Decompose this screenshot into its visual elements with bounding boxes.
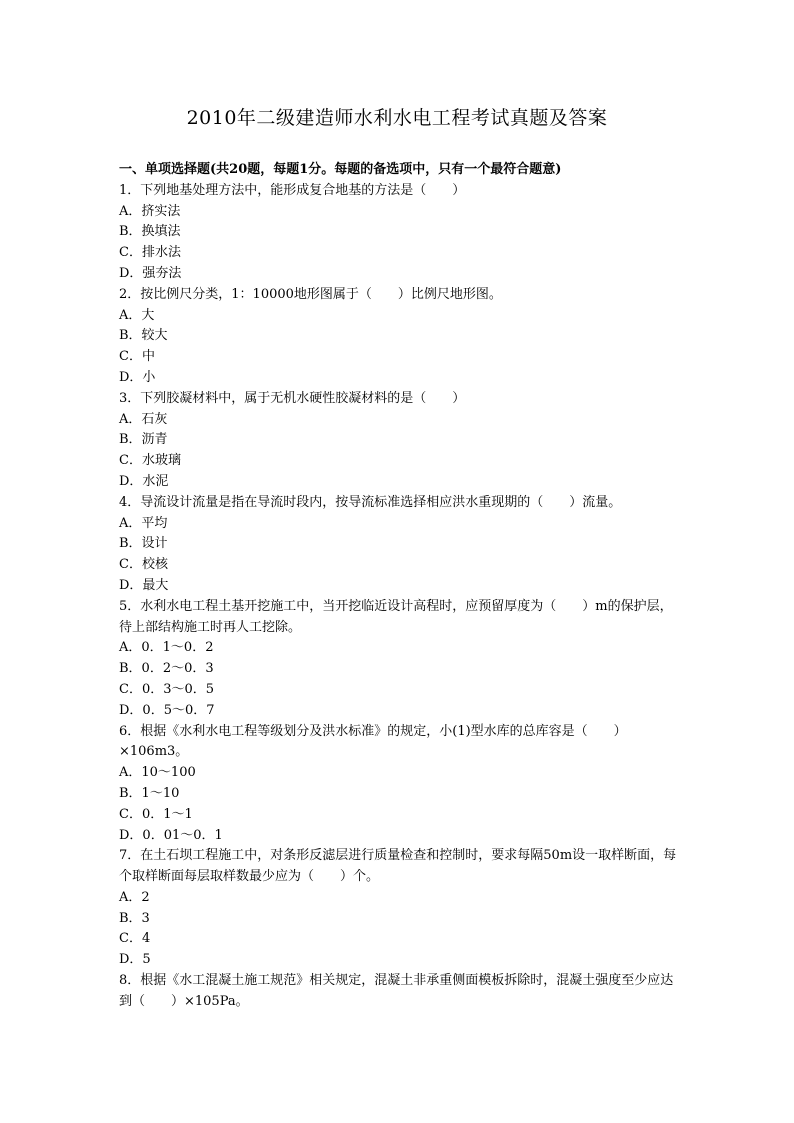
question-stem: 4．导流设计流量是指在导流时段内，按导流标准选择相应洪水重现期的（ ）流量。	[119, 494, 622, 510]
answer-option: C．中	[119, 349, 155, 365]
document-title: 2010年二级建造师水利水电工程考试真题及答案	[186, 107, 608, 129]
answer-option: D．小	[119, 369, 156, 385]
answer-option: C．0．3～0．5	[119, 681, 215, 697]
answer-option: A．平均	[119, 515, 168, 531]
question-stem: 7．在土石坝工程施工中，对条形反滤层进行质量检查和控制时，要求每隔50m设一取样断面，每个取样断面每层取样数最少应为（ ）个。	[119, 848, 677, 885]
answer-option: A．0．1～0．2	[119, 640, 214, 656]
answer-option: B．0．2～0．3	[119, 661, 214, 677]
question-stem: 1．下列地基处理方法中，能形成复合地基的方法是（ ）	[119, 182, 466, 198]
answer-option: B．3	[119, 910, 150, 926]
answer-option: C．水玻璃	[119, 453, 181, 469]
answer-option: A．石灰	[119, 411, 168, 427]
answer-option: B．1～10	[119, 785, 180, 801]
answer-option: D．0．5～0．7	[119, 702, 215, 718]
answer-option: B．换填法	[119, 224, 181, 240]
answer-option: D．水泥	[119, 473, 169, 489]
question-stem: 8．根据《水工混凝土施工规范》相关规定，混凝土非承重侧面模板拆除时，混凝土强度至少应达到（ ）×105Pa。	[119, 973, 674, 1009]
question-stem: 6．根据《水利水电工程等级划分及洪水标准》的规定，小(1)型水库的总库容是（ ）×106m3。	[119, 723, 627, 760]
section-heading: 一、单项选择题(共20题，每题1分。每题的备选项中，只有一个最符合题意)	[119, 162, 562, 177]
answer-option: D．最大	[119, 577, 169, 593]
answer-option: C．排水法	[119, 245, 181, 261]
answer-option: A．10～100	[119, 765, 196, 781]
question-stem: 5．水利水电工程土基开挖施工中，当开挖临近设计高程时，应预留厚度为（ ）m的保护层，待上部结构施工时再人工挖除。	[119, 598, 673, 635]
answer-option: C．0．1～1	[119, 806, 193, 822]
answer-option: A．2	[119, 889, 150, 905]
question-stem: 2．按比例尺分类，1：10000地形图属于（ ）比例尺地形图。	[119, 286, 502, 302]
answer-option: D．5	[119, 952, 151, 968]
answer-option: D．强夯法	[119, 265, 182, 281]
answer-option: A．大	[119, 307, 155, 323]
answer-option: B．较大	[119, 328, 168, 344]
answer-option: B．设计	[119, 536, 168, 552]
answer-option: A．挤实法	[119, 203, 181, 219]
answer-option: C．校核	[119, 557, 168, 573]
question-stem: 3．下列胶凝材料中，属于无机水硬性胶凝材料的是（ ）	[119, 390, 466, 406]
answer-option: D．0．01～0．1	[119, 827, 223, 843]
answer-option: C．4	[119, 931, 151, 947]
question-list	[119, 160, 679, 1013]
answer-option: B．沥青	[119, 432, 168, 448]
